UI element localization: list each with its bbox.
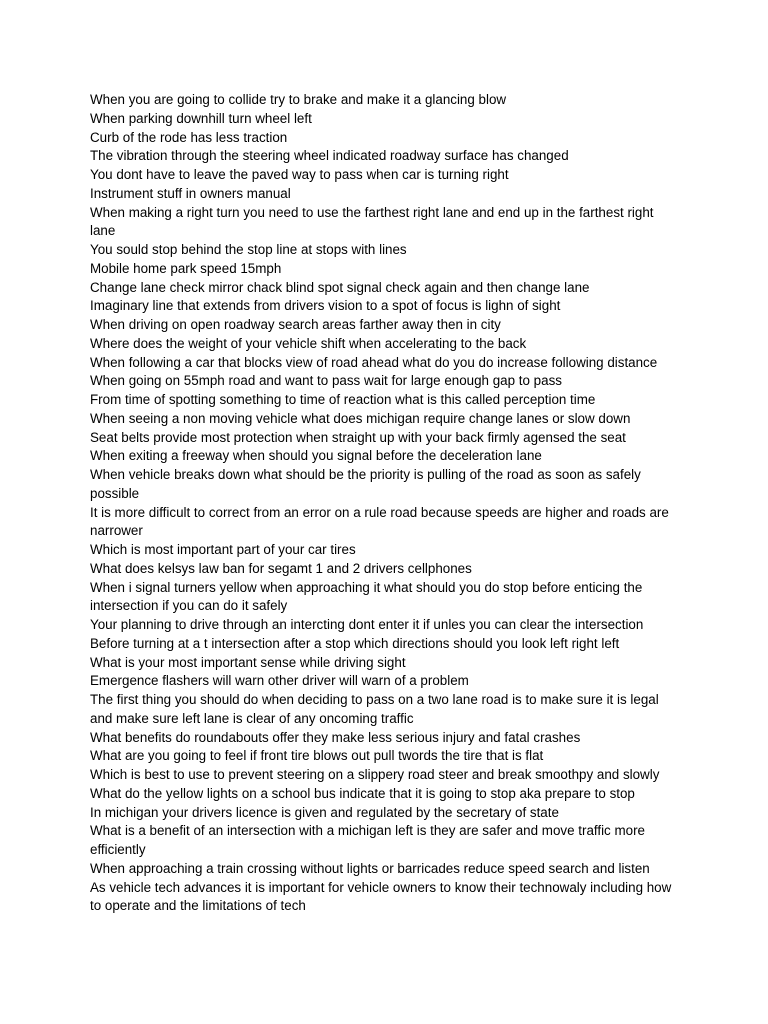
note-line: Instrument stuff in owners manual xyxy=(90,185,291,201)
note-line: You dont have to leave the paved way to pass when car is turning right xyxy=(90,167,509,182)
note-line: It is more difficult to correct from an error on a rule road because speeds are higher and roads are narrower xyxy=(90,504,669,539)
note-line: When making a right turn you need to use the farthest right lane and end up in the farthest right lane xyxy=(90,204,654,239)
note-line: Change lane check mirror chack blind spot signal check again and then change lane xyxy=(90,279,590,295)
note-line: What is your most important sense while driving sight xyxy=(90,654,406,670)
note-line: What does kelsys law ban for segamt 1 and 2 drivers cellphones xyxy=(90,560,472,576)
note-line: What is a benefit of an intersection with a michigan left is they are safer and move traffic more efficiently xyxy=(90,823,645,857)
note-line: What are you going to feel if front tire blows out pull twords the tire that is flat xyxy=(90,748,544,764)
note-line: The first thing you should do when deciding to pass on a two lane road is to make sure it is legal and make sure left lane is clear of any oncoming traffic xyxy=(90,692,659,726)
note-line: You sould stop behind the stop line at stops with lines xyxy=(90,242,407,257)
note-line: When going on 55mph road and want to pass wait for large enough gap to pass xyxy=(90,373,562,389)
note-line: Imaginary line that extends from drivers vision to a spot of focus is lighn of sight xyxy=(90,298,561,314)
note-line: When vehicle breaks down what should be the priority is pulling of the road as soon as safely possible xyxy=(90,467,641,501)
note-line: From time of spotting something to time of reaction what is this called perception time xyxy=(90,392,596,407)
note-line: Seat belts provide most protection when straight up with your back firmly agensed the seat xyxy=(90,429,626,445)
note-line: When exiting a freeway when should you signal before the deceleration lane xyxy=(90,448,542,464)
note-line: When following a car that blocks view of road ahead what do you do increase following distance xyxy=(90,354,658,370)
note-line: Which is best to use to prevent steering on a slippery road steer and break smoothpy and slowly xyxy=(90,767,660,782)
note-line: When seeing a non moving vehicle what does michigan require change lanes or slow down xyxy=(90,410,631,426)
note-line: Where does the weight of your vehicle shift when accelerating to the back xyxy=(90,335,527,351)
note-line: When parking downhill turn wheel left xyxy=(90,110,312,126)
note-line: What benefits do roundabouts offer they make less serious injury and fatal crashes xyxy=(90,729,581,745)
note-line: When driving on open roadway search areas farther away then in city xyxy=(90,317,501,332)
note-line: Your planning to drive through an intercting dont enter it if unles you can clear the intersection xyxy=(90,617,644,632)
note-line: Before turning at a t intersection after a stop which directions should you look left right left xyxy=(90,635,620,651)
note-line: When you are going to collide try to brake and make it a glancing blow xyxy=(90,92,507,107)
note-line: Mobile home park speed 15mph xyxy=(90,260,282,276)
note-line: The vibration through the steering wheel indicated roadway surface has changed xyxy=(90,148,569,164)
note-line: Which is most important part of your car tires xyxy=(90,542,356,557)
note-line: As vehicle tech advances it is important for vehicle owners to know their technowaly including how to operate and the limitations of tech xyxy=(90,879,672,914)
note-line: When i signal turners yellow when approaching it what should you do stop before enticing the intersection if you can do it safely xyxy=(90,579,643,614)
note-line: When approaching a train crossing without lights or barricades reduce speed search and listen xyxy=(90,860,650,876)
note-line: Curb of the rode has less traction xyxy=(90,129,288,145)
note-line: What do the yellow lights on a school bus indicate that it is going to stop aka prepare to stop xyxy=(90,785,635,801)
note-line: Emergence flashers will warn other driver will warn of a problem xyxy=(90,673,469,689)
notes-list xyxy=(90,91,682,916)
note-line: In michigan your drivers licence is given and regulated by the secretary of state xyxy=(90,804,559,820)
